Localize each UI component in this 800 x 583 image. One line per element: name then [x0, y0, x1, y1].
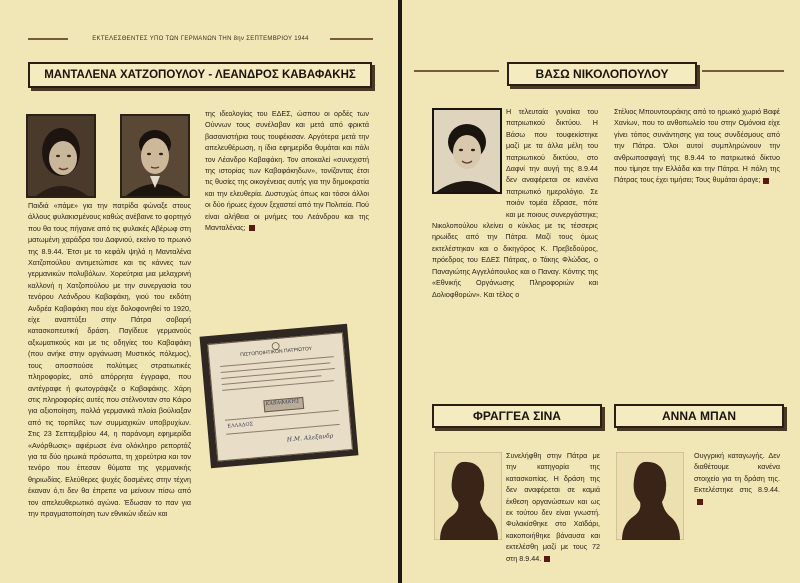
sina-title: ΦΡΑΓΓΕΑ ΣΙΝΑ [432, 404, 602, 428]
end-square-icon [763, 178, 769, 184]
portrait-mantalena [26, 114, 96, 198]
certificate-word1: ΚΑΒΑΦΑΚΗΣ [265, 398, 300, 408]
end-square-icon [544, 556, 550, 562]
certificate-image [200, 324, 359, 468]
vaso-paragraph-continued [432, 220, 598, 300]
header-rule-right [330, 38, 373, 40]
vaso-paragraph-end: Στέλιος Μπουντουράκης από το ηρωικό χωριό Βαφέ Χανίων, που το ανθοπωλείο του στην Ομόνοια είχε γίνει τόπος συνάντησης για τους συνδέσμους από την Πάτρα. Όλοι αυτοί συμπληρώνουν την ανθρωποσφαγή της 8.9.44 το πατριωτικό δίκτυο που τίμησε την Ελλάδα και την Πάτρα. Η πόλη της Πάτρας τους έχει τιμήσει; Τους θυμάται άραγε; [614, 107, 780, 185]
portrait-vaso [432, 108, 502, 194]
running-head: ΕΚΤΕΛΕΣΘΕΝΤΕΣ ΥΠΟ ΤΩΝ ΓΕΡΜΑΝΩΝ ΤΗΝ 8ην ΣΕΠΤΕΜΒΡΙΟΥ 1944 [92, 36, 309, 42]
left-page [0, 0, 398, 583]
right-column-text [205, 108, 369, 233]
sina-paragraph: Συνελήφθη στην Πάτρα με την κατηγορία της κατασκοπίας. Η δράση της δεν αναφέρεται σε καμιά έκθεση οργανώσεων και ως εκ τούτου δεν είναι γνωστή. Φυλακίσθηκε στο Χαϊδάρι, κακοποιήθηκε βάναυσα και εκτελέσθη μαζί με τους 72 στη 8.9.44. [506, 451, 600, 563]
sina-silhouette-icon [434, 452, 502, 540]
portrait-leandros [120, 114, 190, 198]
certificate-heading: ΠΙΣΤΟΠΟΙΗΤΙΚΟΝ ΠΑΤΡΙΩΤΟΥ [239, 345, 313, 359]
vaso-right-column [614, 106, 780, 186]
left-col2-paragraph: της ιδεολογίας του ΕΔΕΣ, ώσπου οι ορδές των Ούννων τους συνέλαβαν και μετά από φρικτά βασανιστήρια τους τουφέκισαν. Αργότερα μετά την απελευθέρωση, η ίδια εφημερίδα θυμάται και πάλι τον Λέανδρο Καβαφάκη. Τον αποκαλεί «συνεχιστή της ιστορίας των Καβαφάκηδων», τονίζοντας έτσι τις θυσίες της οικογένειας αυτής για την δημοκρατία και την ελευθερία. Δυστυχώς όπως και τόσοι άλλοι οι δύο ήρωες έχουν ξεχαστεί από την Πολιτεία. Πού είναι αλήθεια οι μνήμες του Λεάνδρου και της Μανταλένας; [205, 109, 369, 233]
title-rule-right [702, 70, 784, 72]
vaso-title: ΒΑΣΩ ΝΙΚΟΛΟΠΟΥΛΟΥ [507, 62, 697, 86]
article-title: ΜΑΝΤΑΛΕΝΑ ΧΑΤΖΟΠΟΥΛΟΥ - ΛΕΑΝΔΡΟΣ ΚΑΒΑΦΑΚΗΣ [28, 62, 372, 88]
left-column-text [28, 200, 191, 519]
end-square-icon [697, 499, 703, 505]
end-square-icon [249, 225, 255, 231]
anna-paragraph: Ουγγρική καταγωγής. Δεν διαθέτουμε κανένα στοιχείο για τη δράση της. Εκτελέστηκε στις 8.9.44. [694, 451, 780, 495]
anna-text [694, 450, 780, 507]
certificate-signature: Η.Μ. Αλεξανδρ [286, 432, 334, 444]
vaso-paragraph-mirror: Νικολοπούλου κλείνει ο κύκλος με τις τέσσερις ηρωίδες από την Πάτρα. Μαζί τους όμως εκτελέστηκαν και ο δικηγόρος Κ. Πρεβεδούρος, πρόεδρος του ΕΔΕΣ Πάτρας, ο Τάκης Φλώδας, ο Παναγιώτης Αγγελόπουλος και ο Παναγ. Κόντης της «Εθνικής Οργάνωσης Πληροφοριών και Δολιοφθορών». Και τέλος ο [432, 221, 598, 299]
vaso-text-wide [432, 220, 598, 368]
anna-title: ΑΝΝΑ ΜΠΑΝ [614, 404, 784, 428]
anna-silhouette-icon [616, 452, 684, 540]
sina-text [506, 450, 600, 564]
vaso-text-narrow [506, 106, 598, 220]
left-col1-paragraph: Παιδιά «πάμε» για την πατρίδα φώναξε στους άλλους φυλακισμένους καθώς ανέβαινε το φορτηγό που θα τους πήγαινε από τις φυλακές Αβέρωφ στη ματωμένη χαράδρα του Δαφνιού, εκείνο το πρωινό της 8.9.44. Έτσι με το κεφάλι ψηλά η Μανταλένα Χατζοπούλου αντιμετώπισε και τις κάννες των γερμανικών πολυβόλων. Χορεύτρια μια μελαχρινή καλλονή η Χατζοπούλου με την συνεργασία του τενόρου Λεάνδρου Καβαφάκη, γιού του εκδότη Ανδρέα Καβαφάκη που είχε δολοφονηθεί το 1920, είχε αναπτύξει στην Πάτρα σοβαρή κατασκοπευτική δράση. Παγίδευε γερμανούς αξιωματικούς και με τις οδηγίες του Καβαφάκη (που ανήκε στην οργάνωση Μυστικός πόλεμος), τους αποσπούσε πολύτιμες στρατιωτικές πληροφορίες, από απόρρητα έγγραφα, που αντέγραφε ή φωτογράφιζε ο Καβαφάκης. Χάρη στις πληροφορίες αυτές που στέλνονταν στο Κάιρο για αξιοποίηση, πολλά γερμανικά πλοία βούλιαξαν από τις τορπίλες των συμμαχικών υποβρυχίων. Στις 23 Σεπτεμβρίου 44, η παράνομη εφημερίδα «Ανόρθωσις» αφιέρωσε ένα ολόκληρο ρεπορτάζ για τα δύο ηρωικά πρόσωπα, τη χορεύτρια και τον τενόρο που έπεσαν θύματα της γερμανικής θηριωδίας. Ελεύθερες ψυχές δοσμένες στην τέχνη έκαναν ό,τι δεν θα έπρεπε να μείνουν πίσω από τον απελευθερωτικό αγώνα. Έδωσαν το παν για την πραγματοποίηση των εθνικών ιδεών και [28, 201, 191, 518]
vaso-paragraph-top: Η τελευταία γυναίκα του πατριωτικού δικτύου. Η Βάσω που τουφεκίστηκε μαζί με τα άλλα μέλη του πατριωτικού δικτύου, στο Δαφνί την αυγή της 8.9.44 δεν αναφέρεται σε κανένα πατριωτικό ημερολόγιο. Σε ποιόν τομέα έδρασε, πότε και με ποιους συνεργάστηκε; [506, 107, 598, 219]
right-page [402, 0, 800, 583]
certificate-word2: ΕΛΛΑΔΟΣ [227, 421, 254, 430]
title-rule-left [414, 70, 499, 72]
